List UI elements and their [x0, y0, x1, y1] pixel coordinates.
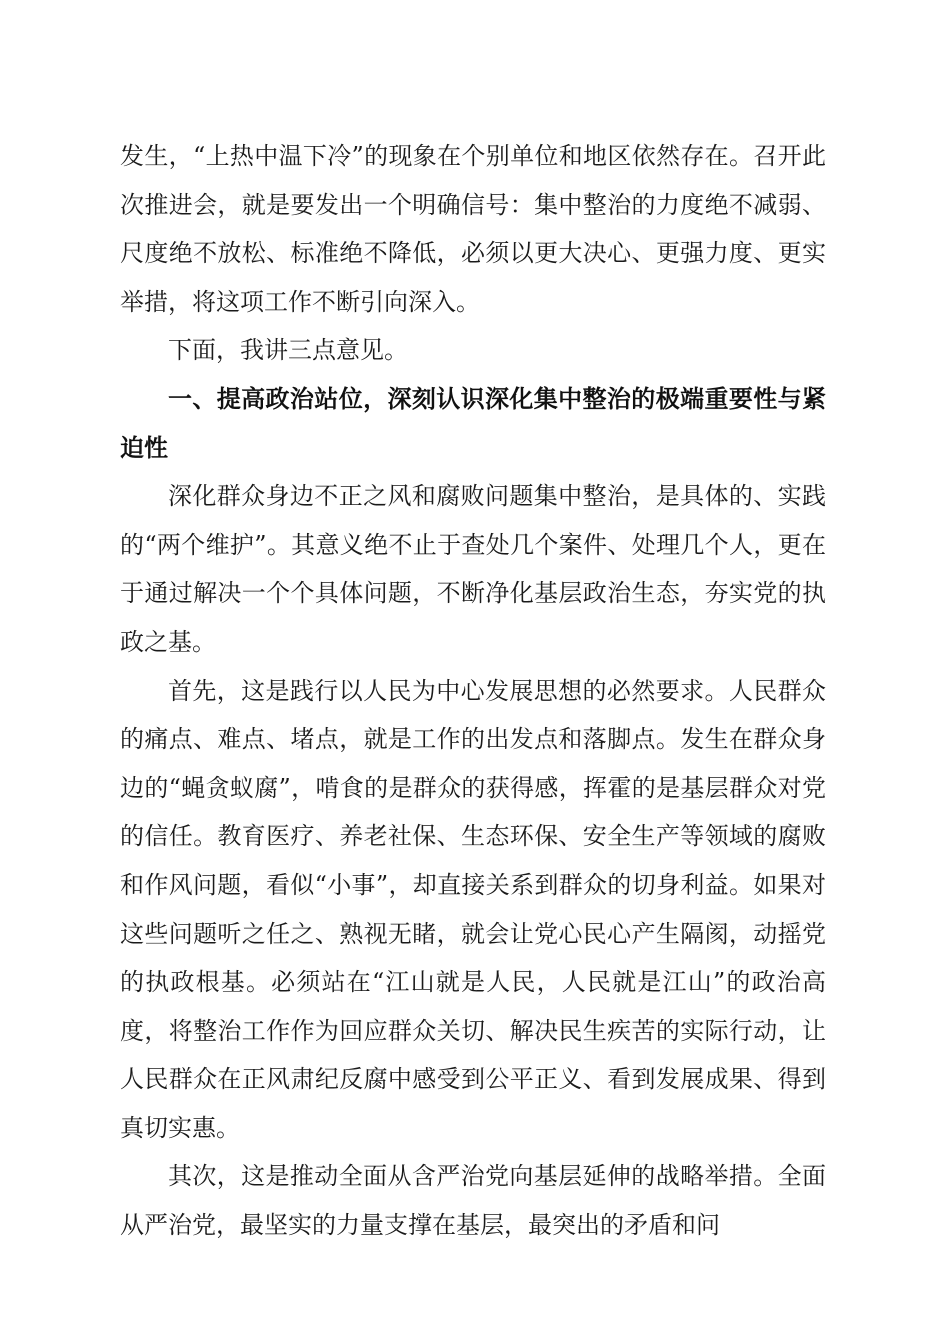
- paragraph-intro: 下面，我讲三点意见。: [168, 336, 408, 365]
- paragraph-second-point: 其次，这是推动全面从含严治党向基层延伸的战略举措。全面从严治党，最坚实的力量支撑在基层，最突出的矛盾和问: [120, 1162, 826, 1240]
- section-heading-1: 一、提高政治站位，深刻认识深化集中整治的极端重要性与紧迫性: [120, 384, 826, 462]
- paragraph-continuation: 发生，“上热中温下冷”的现象在个别单位和地区依然存在。召开此次推进会，就是要发出一个明确信号：集中整治的力度绝不减弱、尺度绝不放松、标准绝不降低，必须以更大决心、更强力度、更实举措，将这项工作不断引向深入。: [120, 142, 826, 316]
- paragraph-significance: 深化群众身边不正之风和腐败问题集中整治，是具体的、实践的“两个维护”。其意义绝不止于查处几个案件、处理几个人，更在于通过解决一个个具体问题，不断净化基层政治生态，夯实党的执政之基。: [120, 482, 826, 656]
- document-body: [120, 132, 826, 1250]
- paragraph-first-point: 首先，这是践行以人民为中心发展思想的必然要求。人民群众的痛点、难点、堵点，就是工作的出发点和落脚点。发生在群众身边的“蝇贪蚁腐”，啃食的是群众的获得感，挥霍的是基层群众对党的信任。教育医疗、养老社保、生态环保、安全生产等领域的腐败和作风问题，看似“小事”，却直接关系到群众的切身利益。如果对这些问题听之任之、熟视无睹，就会让党心民心产生隔阂，动摇党的执政根基。必须站在“江山就是人民，人民就是江山”的政治高度，将整治工作作为回应群众关切、解决民生疾苦的实际行动，让人民群众在正风肃纪反腐中感受到公平正义、看到发展成果、得到真切实惠。: [120, 676, 826, 1142]
